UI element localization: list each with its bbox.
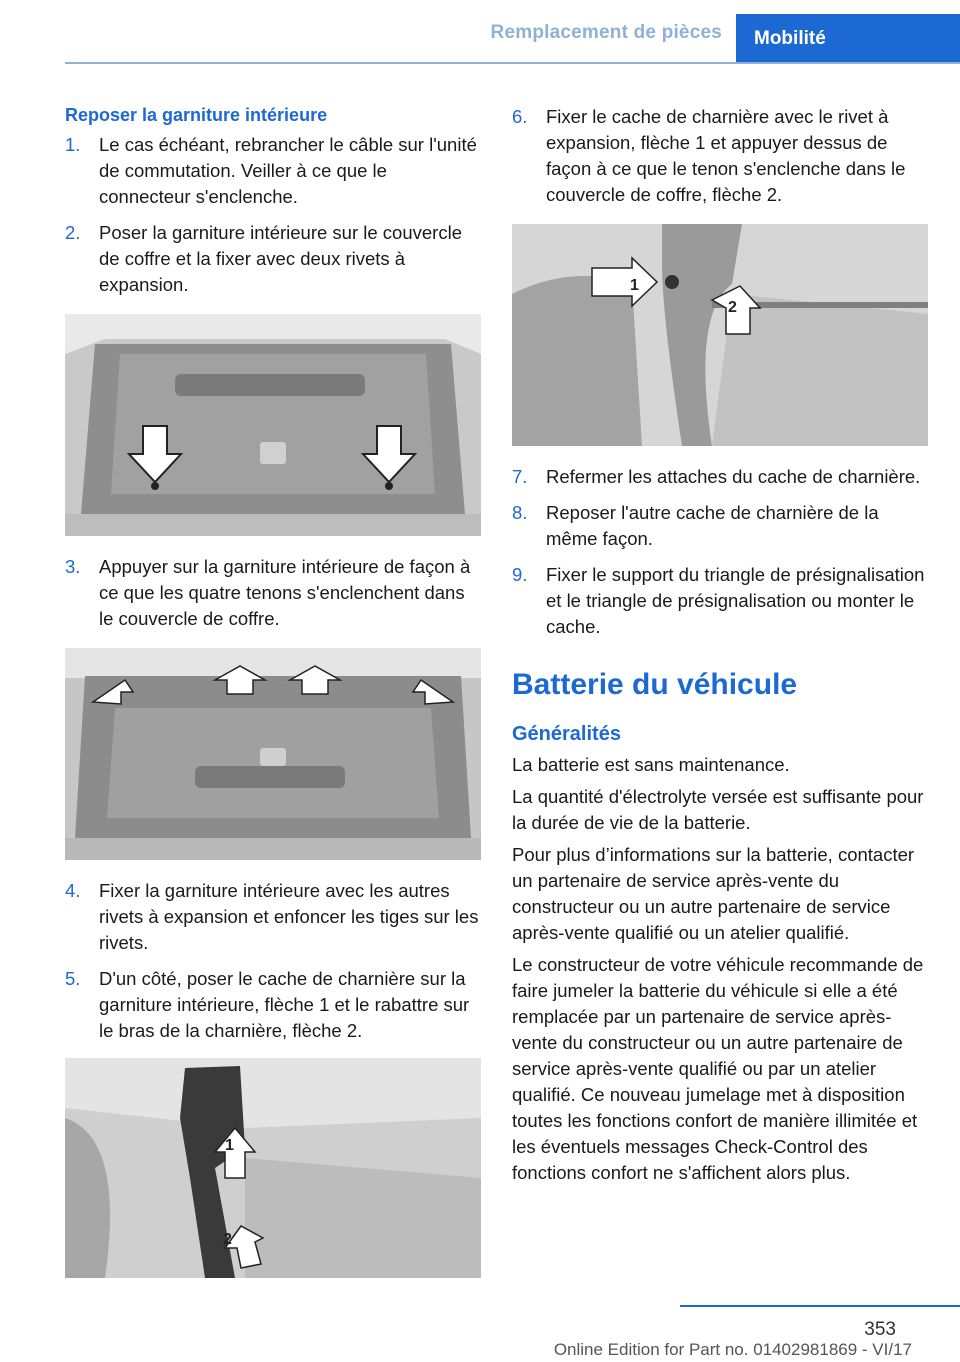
- figure-label-2: 2: [223, 1231, 232, 1248]
- section-title: Batterie du véhicule: [512, 668, 798, 701]
- figure-trunk-lining-tenons: [65, 648, 481, 860]
- step-item: [65, 878, 481, 956]
- step-text: Appuyer sur la garniture intérieure de façon à ce que les quatre tenons s'enclenchent dans le couvercle de coffre.: [99, 556, 471, 629]
- edition-note: Online Edition for Part no. 01402981869 - VI/17: [553, 1340, 912, 1359]
- page-header: [0, 0, 960, 64]
- figure-hinge-cover-install: [65, 1058, 481, 1278]
- figure-label-2: 2: [728, 299, 737, 316]
- figure-label-1: 1: [630, 277, 639, 294]
- step-number: 1.: [65, 134, 81, 155]
- paragraph: La quantité d'électrolyte versée est suffisante pour la durée de vie de la batterie.: [512, 786, 924, 833]
- footer-divider: [680, 1305, 960, 1307]
- step-item: [512, 500, 928, 552]
- step-number: 9.: [512, 564, 528, 585]
- step-item: [65, 966, 481, 1044]
- figure-hinge-cover-rivet: [512, 224, 928, 446]
- step-number: 6.: [512, 106, 528, 127]
- figure-label-1: 1: [225, 1137, 234, 1154]
- step-text: Le cas échéant, rebrancher le câble sur l'unité de commutation. Veiller à ce que le connecteur s'enclenche.: [99, 134, 477, 207]
- step-text: Fixer le support du triangle de présignalisation et le triangle de présignalisation ou monter le cache.: [546, 564, 925, 637]
- header-divider: [65, 62, 960, 64]
- step-number: 7.: [512, 466, 528, 487]
- step-item: [65, 554, 481, 632]
- step-item: [512, 104, 928, 208]
- step-text: Fixer le cache de charnière avec le rivet à expansion, flèche 1 et appuyer dessus de façon à ce que le tenon s'enclenche dans le couvercle de coffre, flèche 2.: [546, 106, 906, 205]
- step-text: Refermer les attaches du cache de charnière.: [546, 466, 921, 487]
- step-item: [512, 562, 928, 640]
- step-item: [65, 132, 481, 210]
- step-number: 2.: [65, 222, 81, 243]
- step-text: D'un côté, poser le cache de charnière sur la garniture intérieure, flèche 1 et le rabattre sur le bras de la charnière, flèche 2.: [99, 968, 470, 1041]
- figure-trunk-lining-rivets: [65, 314, 481, 536]
- step-text: Reposer l'autre cache de charnière de la même façon.: [546, 502, 879, 549]
- page-number: 353: [864, 1319, 896, 1340]
- step-number: 8.: [512, 502, 528, 523]
- paragraph: La batterie est sans maintenance.: [512, 754, 790, 775]
- right-column: [512, 104, 928, 1192]
- step-item: [65, 220, 481, 298]
- step-text: Fixer la garniture intérieure avec les autres rivets à expansion et enfoncer les tiges sur les rivets.: [99, 880, 479, 953]
- paragraph: Pour plus d’informations sur la batterie, contacter un partenaire de service après-vente du constructeur ou un autre partenaire de service après-vente qualifié ou un atelier qualifié.: [512, 844, 915, 943]
- step-number: 5.: [65, 968, 81, 989]
- header-section-title: Remplacement de pièces: [490, 22, 722, 43]
- step-text: Poser la garniture intérieure sur le couvercle de coffre et la fixer avec deux rivets à expansion.: [99, 222, 462, 295]
- step-item: [512, 464, 928, 490]
- left-column: [65, 104, 481, 1296]
- procedure-heading: Reposer la garniture intérieure: [65, 105, 328, 125]
- step-number: 4.: [65, 880, 81, 901]
- step-number: 3.: [65, 556, 81, 577]
- subsection-heading: Généralités: [512, 723, 621, 745]
- paragraph: Le constructeur de votre véhicule recommande de faire jumeler la batterie du véhicule si elle a été remplacée par un partenaire de service après-vente du constructeur ou un autre partenaire de service après-vente qualifié ou par un atelier qualifié. Ce nouveau jumelage met à disposition toutes les fonctions confort de manière illimitée et les éventuels messages Check-Control des fonctions confort ne s'affichent alors plus.: [512, 954, 924, 1183]
- header-chapter-tab: Mobilité: [736, 14, 960, 62]
